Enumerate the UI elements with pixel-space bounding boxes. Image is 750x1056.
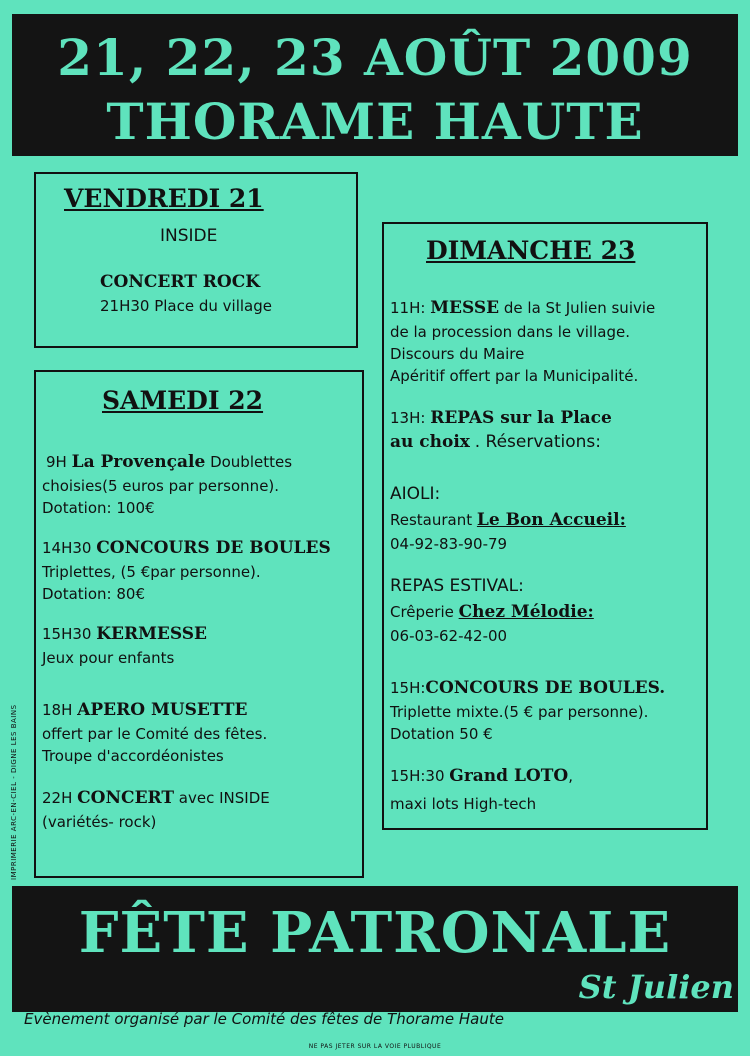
sun-event-loto: 15H:30 Grand LOTO, (390, 766, 573, 786)
sat-event-concert: 22H CONCERT avec INSIDE (42, 788, 270, 808)
friday-title: VENDREDI 21 (64, 184, 264, 213)
sun-event-boules: 15H:CONCOURS DE BOULES. (390, 678, 666, 698)
estival-heading: REPAS ESTIVAL: (390, 576, 524, 596)
friday-event: CONCERT ROCK (100, 272, 261, 292)
time: 9H (46, 453, 67, 471)
event-dates: 21, 22, 23 AOÛT 2009 (57, 28, 693, 87)
sat-event-apero: 18H APERO MUSETTE (42, 700, 248, 720)
sat-event-kermesse: 15H30 KERMESSE (42, 624, 208, 644)
sunday-box: DIMANCHE 23 11H: MESSE de la St Julien suivie de la procession dans le village. Discours du Maire Apéritif offert par la Municipalité. 13H: REPAS sur la Place au choix . Réservations: AIOLI: Restaurant Le Bon Accueil: 04-92-83-90-79 REPAS ESTIVAL: Crêperie Chez Mélodie: 06-03-62-42-00 15H:CONCOURS DE BOULES. Triplette mixte.(5 € par personne). Dotation 50 € 15H:30 Grand LOTO, maxi lots High-tech (382, 222, 708, 830)
organizer-line: Evènement organisé par le Comité des fêtes de Thorame Haute (24, 1010, 504, 1028)
sat-event-provencale: 9H La Provençale Doublettes (46, 452, 293, 472)
friday-detail: 21H30 Place du village (100, 297, 272, 315)
sun-event-messe: 11H: MESSE de la St Julien suivie (390, 298, 656, 318)
friday-box (34, 172, 358, 348)
sun-event-repas: 13H: REPAS sur la Place (390, 408, 612, 428)
friday-band: INSIDE (160, 226, 218, 246)
fete-title: FÊTE PATRONALE (78, 900, 672, 966)
estival-creperie: Crêperie Chez Mélodie: (390, 602, 594, 622)
aioli-heading: AIOLI: (390, 484, 441, 504)
saturday-title: SAMEDI 22 (102, 386, 264, 415)
printer-credit: IMPRIMERIE ARC-EN-CIEL - DIGNE LES BAINS (10, 704, 18, 880)
header-banner (12, 14, 738, 156)
event-name: La Provençale (71, 452, 206, 472)
sunday-title: DIMANCHE 23 (426, 236, 636, 265)
sat-event-boules: 14H30 CONCOURS DE BOULES (42, 538, 331, 558)
aioli-phone: 04-92-83-90-79 (390, 535, 508, 553)
litter-notice: NE PAS JETER SUR LA VOIE PLUBLIQUE (308, 1043, 442, 1050)
saint-name: St Julien (578, 968, 734, 1006)
footer-banner (12, 886, 738, 1012)
saturday-box: SAMEDI 22 9H La Provençale Doublettes choisies(5 euros par personne). Dotation: 100€ 14H30 CONCOURS DE BOULES Triplettes, (5 €par personne). Dotation: 80€ 15H30 KERMESSE Jeux pour enfants 18H APERO MUSETTE offert par le Comité des fêtes. Troupe d'accordéonistes 22H CONCERT avec INSIDE (variétés- rock) (34, 370, 364, 878)
aioli-restaurant: Restaurant Le Bon Accueil: (390, 510, 626, 530)
estival-phone: 06-03-62-42-00 (390, 627, 508, 645)
event-place: THORAME HAUTE (106, 92, 644, 151)
